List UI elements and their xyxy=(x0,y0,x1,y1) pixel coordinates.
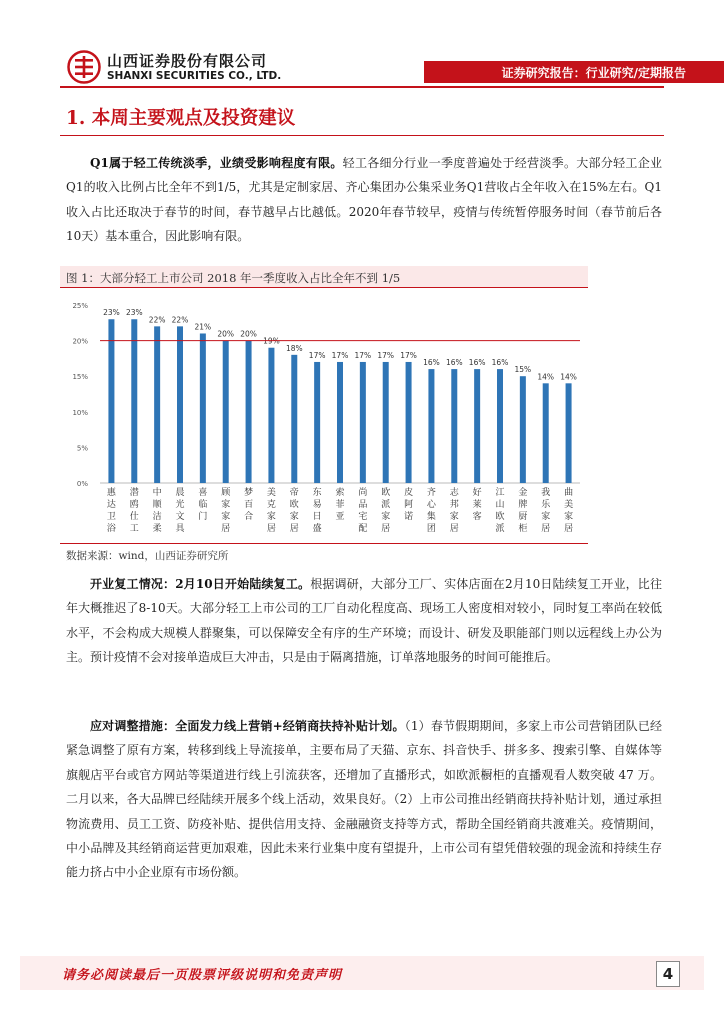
company-name-en: SHANXI SECURITIES CO., LTD. xyxy=(107,70,282,82)
bar xyxy=(428,369,434,483)
data-label: 18% xyxy=(285,343,303,353)
category-label: 帝欧家居 xyxy=(289,488,299,534)
y-tick-label: 0% xyxy=(76,480,88,488)
title-divider xyxy=(60,135,664,136)
paragraph-measures-lead: 应对调整措施：全面发力线上营销+经销商扶持补贴计划。 xyxy=(90,719,405,733)
category-label: 我乐家居 xyxy=(541,488,551,534)
data-label: 16% xyxy=(491,358,509,368)
bar xyxy=(406,362,412,483)
bar xyxy=(314,362,320,483)
company-logo-icon xyxy=(67,50,101,84)
figure-caption: 图 1：大部分轻工上市公司 2018 年一季度收入占比全年不到 1/5 xyxy=(66,271,401,285)
y-tick-label: 20% xyxy=(72,337,88,346)
category-label: 东易日盛 xyxy=(312,488,322,534)
bar xyxy=(108,319,114,483)
category-label: 索菲亚 xyxy=(335,488,345,522)
data-label: 17% xyxy=(377,350,395,360)
page-header xyxy=(0,0,724,92)
bar xyxy=(268,348,274,483)
figure-bottom-rule xyxy=(60,543,588,544)
bar xyxy=(566,383,572,483)
data-label: 19% xyxy=(263,336,280,346)
category-label: 晨光文具 xyxy=(175,488,185,534)
paragraph-q1-lead: Q1属于轻工传统淡季，业绩受影响程度有限。 xyxy=(90,156,343,170)
bar xyxy=(337,362,343,483)
report-type-label: 证券研究报告：行业研究/定期报告 xyxy=(501,66,686,80)
y-tick-label: 5% xyxy=(76,444,88,453)
data-label: 23% xyxy=(103,308,120,318)
bar xyxy=(131,319,137,483)
category-label: 欧派家居 xyxy=(381,488,391,534)
y-tick-label: 10% xyxy=(72,408,88,417)
page-number: 4 xyxy=(656,961,680,987)
category-label: 志邦家居 xyxy=(449,488,459,534)
data-label: 17% xyxy=(308,350,326,360)
data-label: 17% xyxy=(354,350,372,360)
data-label: 23% xyxy=(125,308,143,318)
data-label: 22% xyxy=(171,315,189,325)
category-label: 尚品宅配 xyxy=(358,488,368,534)
report-type-banner xyxy=(424,61,724,83)
figure-source: 数据来源：wind，山西证券研究所 xyxy=(66,550,229,562)
section-title: 1. 本周主要观点及投资建议 xyxy=(66,108,296,129)
y-tick-label: 25% xyxy=(72,302,88,310)
paragraph-reopening-lead: 开业复工情况：2月10日开始陆续复工。 xyxy=(90,577,311,591)
y-tick-label: 15% xyxy=(72,373,88,382)
bar xyxy=(177,326,183,483)
page-footer xyxy=(20,956,704,990)
category-label: 曲美家居 xyxy=(564,488,574,534)
bar xyxy=(451,369,457,483)
category-label: 金牌厨柜 xyxy=(518,488,528,534)
category-label: 惠达卫浴 xyxy=(106,488,116,534)
bar xyxy=(383,362,389,483)
bar xyxy=(246,341,252,483)
data-label: 16% xyxy=(445,358,463,368)
category-label: 皮阿诺 xyxy=(404,488,414,522)
category-label: 好莱客 xyxy=(472,488,482,522)
bar xyxy=(543,383,549,483)
category-label: 潜鸥仕工 xyxy=(129,488,139,534)
data-label: 17% xyxy=(331,350,349,360)
data-label: 20% xyxy=(217,329,235,339)
category-label: 喜临门 xyxy=(198,488,208,522)
bar xyxy=(360,362,366,483)
data-label: 16% xyxy=(423,358,440,368)
paragraph-reopening xyxy=(66,572,662,670)
data-label: 15% xyxy=(514,365,532,375)
data-label: 21% xyxy=(194,322,212,332)
q1-revenue-share-chart xyxy=(60,290,588,542)
data-label: 20% xyxy=(240,329,257,339)
category-label: 江山欧派 xyxy=(495,488,505,534)
bar xyxy=(154,326,160,483)
category-label: 中顺洁柔 xyxy=(152,488,162,534)
bar xyxy=(520,376,526,483)
paragraph-q1-body: 轻工各细分行业一季度普遍处于经营淡季。大部分轻工企业Q1的收入比例占比全年不到1/5，尤其是定制家居、齐心集团办公集采业务Q1营收占全年收入在15%左右。Q1收入占比还取决于春节的时间，春节越早占比越低。2020年春节较早，疫情与传统暂停服务时间（春节前后各10天）基本重合，因此影响有限。 xyxy=(66,156,662,244)
category-label: 美克家居 xyxy=(266,488,276,534)
category-label: 齐心集团 xyxy=(426,488,436,534)
header-divider xyxy=(60,86,664,88)
category-label: 顾家家居 xyxy=(221,488,231,534)
bar xyxy=(223,341,229,483)
bar xyxy=(200,333,206,483)
footer-disclaimer: 请务必阅读最后一页股票评级说明和免责声明 xyxy=(62,968,343,983)
data-label: 14% xyxy=(560,372,577,382)
paragraph-q1 xyxy=(66,151,662,249)
bar xyxy=(291,355,297,483)
category-label: 梦百合 xyxy=(244,488,254,522)
paragraph-measures xyxy=(66,714,662,885)
data-label: 16% xyxy=(468,358,486,368)
data-label: 14% xyxy=(537,372,555,382)
paragraph-reopening-body: 根据调研，大部分工厂、实体店面在2月10日陆续复工开业，比往年大概推迟了8-10天。大部分轻工上市公司的工厂自动化程度高、现场工人密度相对较小，同时复工率尚在较低水平，不会构成大规模人群聚集，可以保障安全有序的生产环境；而设计、研发及职能部门则以远程线上办公为主。预计疫情不会对接单造成巨大冲击，只是由于隔离措施，订单落地服务的时间可能推后。 xyxy=(66,577,662,665)
data-label: 17% xyxy=(400,350,417,360)
bar xyxy=(474,369,480,483)
bar xyxy=(497,369,503,483)
figure-top-rule xyxy=(60,287,588,288)
paragraph-measures-body: （1）春节假期期间，多家上市公司营销团队已经紧急调整了原有方案，转移到线上导流接单，主要布局了天猫、京东、抖音快手、拼多多、搜索引擎、自媒体等旗舰店平台或官方网站等渠道进行线上引流获客，还增加了直播形式，如欧派橱柜的直播观看人数突破 47 万。二月以来，各大品牌已经陆续开展多个线上活动，效果良好。（2）上市公司推出经销商扶持补贴计划，通过承担物流费用、员工工资、防疫补贴、提供信用支持、金融融资支持等方式，帮助全国经销商共渡难关。疫情期间，中小品牌及其经销商运营更加艰难，因此未来行业集中度有望提升，上市公司有望凭借较强的现金流和持续生存能力挤占中小企业原有市场份额。 xyxy=(66,719,663,880)
company-name-cn: 山西证券股份有限公司 xyxy=(107,52,268,70)
data-label: 22% xyxy=(148,315,166,325)
